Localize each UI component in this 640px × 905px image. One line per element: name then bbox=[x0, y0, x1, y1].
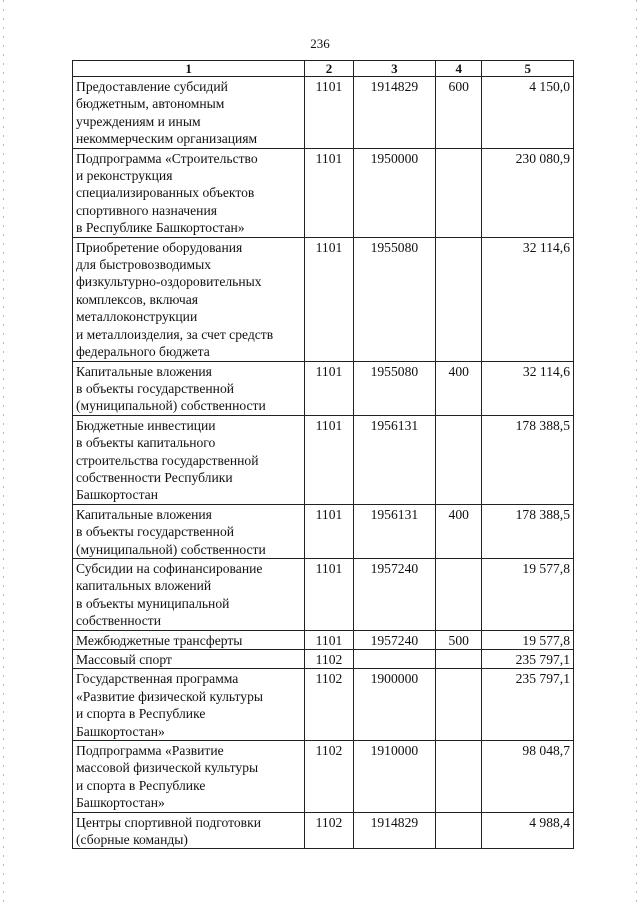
row-target-code: 1956131 bbox=[353, 415, 435, 504]
row-name: Бюджетные инвестиции в объекты капитального строительства государственной собственности Республики Башкортостан bbox=[73, 415, 305, 504]
table-row bbox=[73, 361, 574, 415]
row-name: Межбюджетные трансферты bbox=[73, 630, 305, 649]
table-row bbox=[73, 812, 574, 849]
row-expense-type bbox=[435, 669, 481, 741]
row-section: 1102 bbox=[305, 650, 354, 669]
row-section: 1101 bbox=[305, 504, 354, 558]
row-expense-type bbox=[435, 650, 481, 669]
row-expense-type: 500 bbox=[435, 630, 481, 649]
row-name: Капитальные вложения в объекты государственной (муниципальной) собственности bbox=[73, 504, 305, 558]
scan-edge-left bbox=[3, 0, 4, 905]
row-amount: 19 577,8 bbox=[482, 558, 574, 630]
row-amount: 32 114,6 bbox=[482, 361, 574, 415]
row-amount: 235 797,1 bbox=[482, 669, 574, 741]
row-name: Массовый спорт bbox=[73, 650, 305, 669]
row-target-code: 1955080 bbox=[353, 237, 435, 361]
table-row bbox=[73, 558, 574, 630]
row-target-code: 1900000 bbox=[353, 669, 435, 741]
page-number: 236 bbox=[310, 36, 330, 51]
row-section: 1102 bbox=[305, 669, 354, 741]
row-name: Предоставление субсидий бюджетным, автономным учреждениям и иным некоммерческим организациям bbox=[73, 77, 305, 149]
row-amount: 98 048,7 bbox=[482, 741, 574, 813]
column-header-name: 1 bbox=[73, 61, 305, 77]
row-name: Центры спортивной подготовки (сборные команды) bbox=[73, 812, 305, 849]
row-section: 1101 bbox=[305, 237, 354, 361]
row-amount: 235 797,1 bbox=[482, 650, 574, 669]
row-expense-type bbox=[435, 148, 481, 237]
row-expense-type: 600 bbox=[435, 77, 481, 149]
row-target-code bbox=[353, 650, 435, 669]
table-row bbox=[73, 630, 574, 649]
row-section: 1101 bbox=[305, 415, 354, 504]
table-header-row bbox=[73, 61, 574, 77]
row-expense-type bbox=[435, 741, 481, 813]
scan-edge-right bbox=[636, 0, 637, 905]
row-target-code: 1957240 bbox=[353, 558, 435, 630]
row-expense-type bbox=[435, 237, 481, 361]
row-section: 1101 bbox=[305, 77, 354, 149]
row-target-code: 1914829 bbox=[353, 77, 435, 149]
row-section: 1102 bbox=[305, 812, 354, 849]
row-amount: 178 388,5 bbox=[482, 504, 574, 558]
row-expense-type: 400 bbox=[435, 361, 481, 415]
table-row bbox=[73, 148, 574, 237]
row-name: Подпрограмма «Строительство и реконструкция специализированных объектов спортивного назначения в Республике Башкортостан» bbox=[73, 148, 305, 237]
column-header-expense-type: 4 bbox=[435, 61, 481, 77]
row-amount: 4 988,4 bbox=[482, 812, 574, 849]
row-section: 1101 bbox=[305, 558, 354, 630]
row-expense-type bbox=[435, 558, 481, 630]
table-row bbox=[73, 415, 574, 504]
row-name: Субсидии на софинансирование капитальных вложений в объекты муниципальной собственности bbox=[73, 558, 305, 630]
row-amount: 19 577,8 bbox=[482, 630, 574, 649]
row-expense-type bbox=[435, 812, 481, 849]
row-name: Подпрограмма «Развитие массовой физической культуры и спорта в Республике Башкортостан» bbox=[73, 741, 305, 813]
column-header-target-code: 3 bbox=[353, 61, 435, 77]
table-row bbox=[73, 650, 574, 669]
column-header-section: 2 bbox=[305, 61, 354, 77]
row-amount: 4 150,0 bbox=[482, 77, 574, 149]
table-row bbox=[73, 504, 574, 558]
row-section: 1101 bbox=[305, 148, 354, 237]
row-expense-type: 400 bbox=[435, 504, 481, 558]
row-target-code: 1955080 bbox=[353, 361, 435, 415]
row-name: Капитальные вложения в объекты государственной (муниципальной) собственности bbox=[73, 361, 305, 415]
row-name: Приобретение оборудования для быстровозводимых физкультурно-оздоровительных комплексов, включая металлоконструкции и металлоизделия, за счет средств федерального бюджета bbox=[73, 237, 305, 361]
table-row bbox=[73, 77, 574, 149]
row-amount: 32 114,6 bbox=[482, 237, 574, 361]
row-amount: 230 080,9 bbox=[482, 148, 574, 237]
table-row bbox=[73, 669, 574, 741]
row-target-code: 1910000 bbox=[353, 741, 435, 813]
row-expense-type bbox=[435, 415, 481, 504]
row-section: 1101 bbox=[305, 361, 354, 415]
row-target-code: 1956131 bbox=[353, 504, 435, 558]
row-target-code: 1914829 bbox=[353, 812, 435, 849]
column-header-amount: 5 bbox=[482, 61, 574, 77]
row-section: 1102 bbox=[305, 741, 354, 813]
row-target-code: 1957240 bbox=[353, 630, 435, 649]
budget-table bbox=[72, 60, 574, 849]
row-target-code: 1950000 bbox=[353, 148, 435, 237]
row-amount: 178 388,5 bbox=[482, 415, 574, 504]
table-row bbox=[73, 741, 574, 813]
table-row bbox=[73, 237, 574, 361]
row-name: Государственная программа «Развитие физической культуры и спорта в Республике Башкортостан» bbox=[73, 669, 305, 741]
row-section: 1101 bbox=[305, 630, 354, 649]
